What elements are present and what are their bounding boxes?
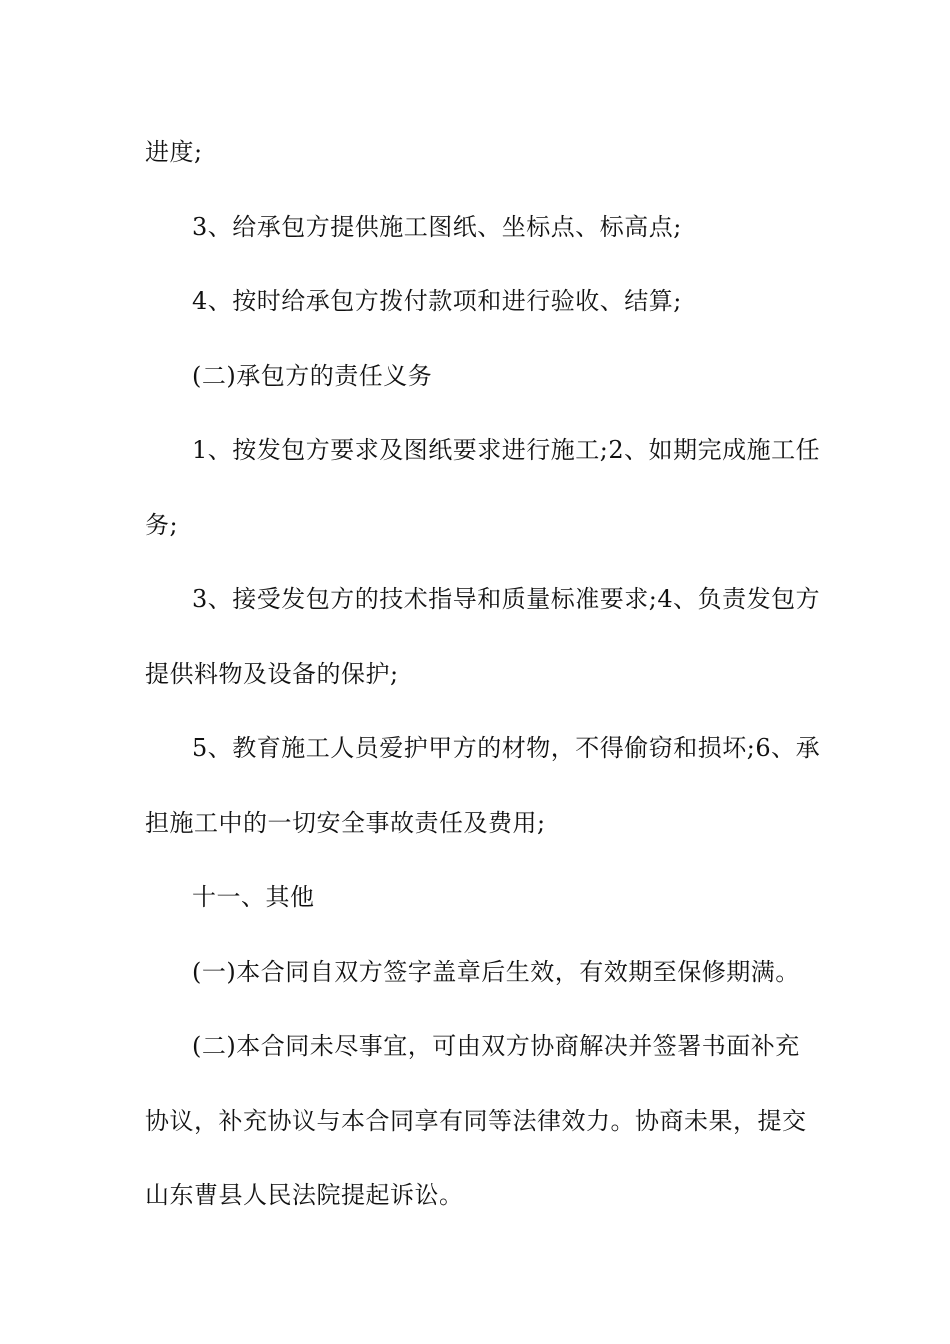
paragraph-line: 5、教育施工人员爱护甲方的材物，不得偷窃和损坏;6、承: [192, 734, 821, 762]
paragraph-line: 3、接受发包方的技术指导和质量标准要求;4、负责发包方: [192, 585, 821, 613]
paragraph-line-continuation: 协议，补充协议与本合同享有同等法律效力。协商未果，提交: [145, 1106, 807, 1135]
paragraph-line: 4、按时给承包方拨付款项和进行验收、结算;: [192, 287, 682, 315]
paragraph-line: (二)本合同未尽事宜，可由双方协商解决并签署书面补充: [192, 1032, 800, 1060]
section-heading: 十一、其他: [192, 883, 315, 911]
paragraph-line-continuation: 进度;: [145, 138, 203, 166]
paragraph-line-continuation: 提供料物及设备的保护;: [145, 659, 399, 688]
paragraph-line: 3、给承包方提供施工图纸、坐标点、标高点;: [192, 212, 682, 241]
paragraph-line-continuation: 担施工中的一切安全事故责任及费用;: [145, 808, 546, 837]
paragraph-line-continuation: 山东曹县人民法院提起诉讼。: [145, 1181, 464, 1209]
document-body: [145, 130, 821, 1248]
paragraph-line: 1、按发包方要求及图纸要求进行施工;2、如期完成施工任: [192, 436, 821, 464]
paragraph-line-continuation: 务;: [145, 510, 179, 539]
section-heading: (二)承包方的责任义务: [192, 361, 433, 390]
paragraph-line: (一)本合同自双方签字盖章后生效，有效期至保修期满。: [192, 957, 800, 986]
